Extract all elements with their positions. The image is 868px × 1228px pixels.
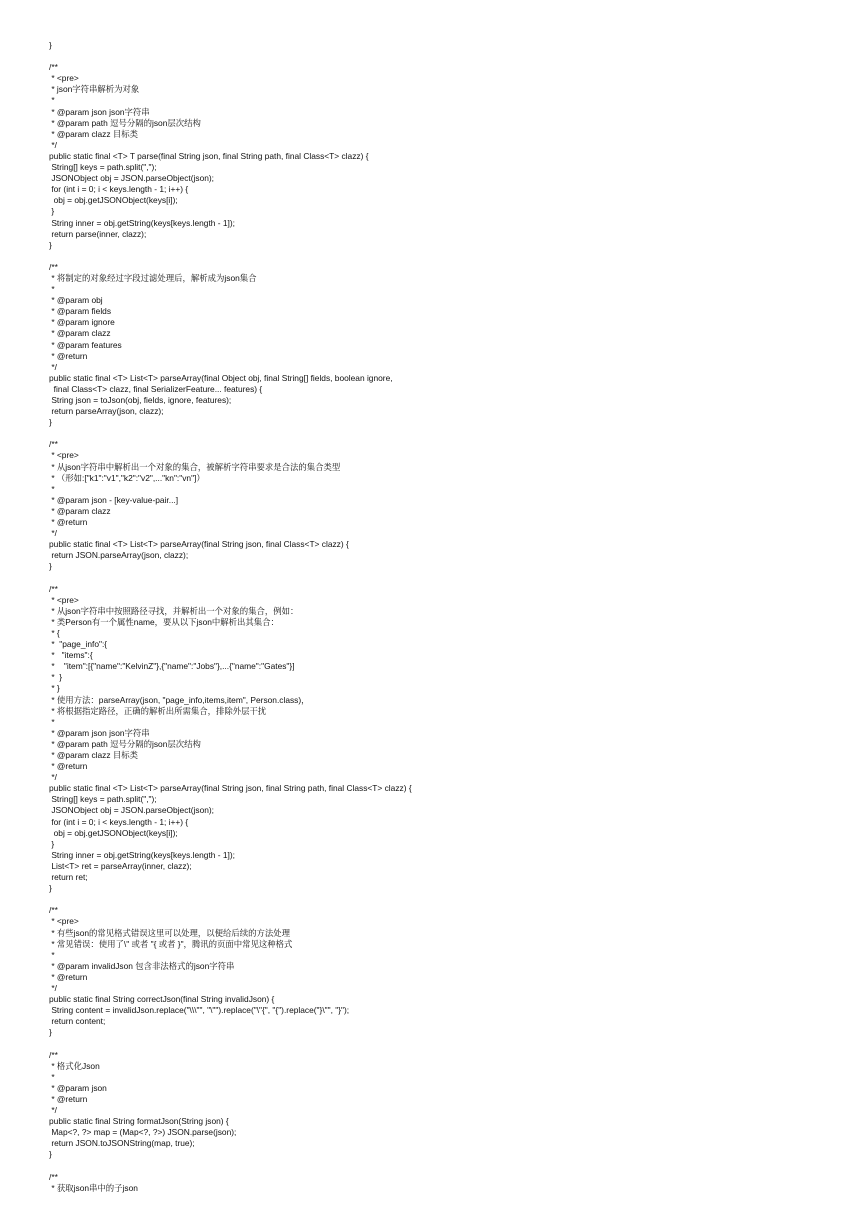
code-line: * {	[49, 627, 60, 638]
code-line: String[] keys = path.split(",");	[49, 794, 157, 805]
code-line: *	[49, 1071, 55, 1082]
code-line: obj = obj.getJSONObject(keys[i]);	[49, 827, 178, 838]
code-line: return parse(inner, clazz);	[49, 228, 147, 239]
code-line: *	[49, 95, 55, 106]
code-line: * @return	[49, 1093, 88, 1104]
code-line: * @return	[49, 517, 88, 528]
code-line: return parseArray(json, clazz);	[49, 406, 164, 417]
code-line: String content = invalidJson.replace("\\\"", "\"").replace("\"{", "{").replace("}\"", "}");	[49, 1005, 350, 1016]
code-line: * 类Person有一个属性name，要从以下json中解析出其集合：	[49, 616, 279, 627]
code-line: }	[49, 206, 55, 217]
code-line: /**	[49, 439, 58, 450]
code-line: String inner = obj.getString(keys[keys.length - 1]);	[49, 217, 235, 228]
code-line: * @param features	[49, 339, 122, 350]
code-line: * 从json字符串中按照路径寻找，并解析出一个对象的集合，例如：	[49, 605, 299, 616]
code-line: JSONObject obj = JSON.parseObject(json);	[49, 805, 215, 816]
code-line: * 获取json串中的子json	[49, 1182, 138, 1193]
code-line: String inner = obj.getString(keys[keys.length - 1]);	[49, 849, 235, 860]
code-line: * 有些json的常见格式错误这里可以处理，以便给后续的方法处理	[49, 927, 291, 938]
code-line: * @param ignore	[49, 317, 115, 328]
code-line: JSONObject obj = JSON.parseObject(json);	[49, 173, 215, 184]
code-line: *	[49, 483, 55, 494]
code-line: /**	[49, 261, 58, 272]
code-line: */	[49, 1105, 57, 1115]
code-line: * }	[49, 672, 63, 683]
code-line: * <pre>	[49, 73, 79, 84]
code-line	[49, 1160, 849, 1171]
code-line: * @return	[49, 350, 88, 361]
code-line: }	[49, 838, 55, 849]
code-line	[49, 428, 849, 439]
code-line: }	[49, 417, 52, 428]
code-line: * @param json json字符串	[49, 106, 150, 117]
code-line: */	[49, 361, 57, 372]
code-line: * "item":[{"name":"KelvinZ"},{"name":"Jobs"},...{"name":"Gates"}]	[49, 661, 295, 672]
code-line: }	[49, 239, 52, 250]
code-line: * @param json	[49, 1082, 107, 1093]
code-line: * @param clazz 目标类	[49, 750, 139, 760]
code-line: /**	[49, 1049, 58, 1060]
code-line: * @param clazz	[49, 505, 111, 516]
code-line: String[] keys = path.split(",");	[49, 162, 157, 173]
code-line: * 使用方法：parseArray(json, "page_info,items,item", Person.class)，	[49, 694, 310, 705]
code-line: * @param fields	[49, 306, 112, 317]
code-line: * json字符串解析为对象	[49, 84, 140, 95]
code-line: */	[49, 139, 57, 150]
code-line: /**	[49, 62, 58, 73]
code-line: * @param json json字符串	[49, 727, 150, 738]
code-line: public static final <T> List<T> parseArray(final Object obj, final String[] fields, boolean ignore,	[49, 372, 393, 383]
code-line	[49, 573, 849, 584]
code-line: }	[49, 883, 52, 894]
code-line: String json = toJson(obj, fields, ignore, features);	[49, 395, 232, 405]
code-line: }	[49, 561, 52, 572]
code-line: return ret;	[49, 872, 88, 883]
code-line: return content;	[49, 1016, 106, 1027]
code-line: * @return	[49, 761, 88, 772]
code-line: }	[49, 1027, 52, 1038]
code-line: for (int i = 0; i < keys.length - 1; i++) {	[49, 184, 189, 195]
code-line: *	[49, 949, 55, 960]
code-line: * @param invalidJson 包含非法格式的json字符串	[49, 960, 235, 971]
code-line: * <pre>	[49, 916, 79, 927]
code-line: public static final <T> List<T> parseArray(final String json, final Class<T> clazz) {	[49, 539, 349, 550]
code-line: * 从json字符串中解析出一个对象的集合，被解析字符串要求是合法的集合类型	[49, 461, 341, 472]
code-line: * @param obj	[49, 295, 103, 306]
code-line: */	[49, 528, 57, 539]
code-line: List<T> ret = parseArray(inner, clazz);	[49, 860, 192, 871]
code-line: *	[49, 284, 55, 295]
code-line: * （形如:["k1":"v1","k2":"v2",..."kn":"vn"]）	[49, 472, 205, 483]
code-line	[49, 51, 849, 62]
code-line: * <pre>	[49, 594, 79, 605]
code-line: /**	[49, 905, 58, 916]
code-line: * 将制定的对象经过字段过滤处理后，解析成为json集合	[49, 272, 257, 283]
code-line: * @param clazz 目标类	[49, 128, 139, 139]
code-line: /**	[49, 1171, 58, 1182]
code-listing	[49, 40, 849, 1194]
code-line: public static final <T> List<T> parseArray(final String json, final String path, final Class<T> clazz) {	[49, 783, 412, 794]
code-line: * @param json - [key-value-pair...]	[49, 494, 179, 505]
code-line: * 常见错误：使用了\" 或者 "{ 或者 }"，腾讯的页面中常见这种格式	[49, 938, 293, 949]
code-line: * @param clazz	[49, 328, 111, 339]
code-line: obj = obj.getJSONObject(keys[i]);	[49, 195, 178, 206]
code-line: public static final String formatJson(String json) {	[49, 1116, 229, 1127]
code-line: }	[49, 1149, 52, 1160]
code-line: * <pre>	[49, 450, 79, 461]
code-line: return JSON.toJSONString(map, true);	[49, 1138, 195, 1149]
code-line	[49, 251, 849, 262]
code-line: public static final String correctJson(final String invalidJson) {	[49, 994, 275, 1005]
code-line: * @param path 逗号分隔的json层次结构	[49, 738, 201, 749]
code-line: * 格式化Json	[49, 1060, 100, 1071]
code-line: Map<?, ?> map = (Map<?, ?>) JSON.parse(json);	[49, 1127, 237, 1138]
code-line: * "page_info":{	[49, 639, 108, 650]
code-line: /**	[49, 583, 58, 594]
code-line: *	[49, 716, 55, 727]
code-line: * }	[49, 683, 60, 694]
code-line	[49, 1038, 849, 1049]
code-line: * @return	[49, 971, 88, 982]
code-line: */	[49, 772, 57, 783]
code-line: * "items":{	[49, 650, 93, 661]
code-line: for (int i = 0; i < keys.length - 1; i++) {	[49, 816, 189, 827]
code-line: }	[49, 40, 52, 50]
code-line: * 将根据指定路径，正确的解析出所需集合，排除外层干扰	[49, 705, 267, 716]
code-line	[49, 894, 849, 905]
code-line: final Class<T> clazz, final SerializerFeature... features) {	[49, 383, 263, 394]
code-line: return JSON.parseArray(json, clazz);	[49, 550, 189, 561]
code-line: */	[49, 982, 57, 993]
code-line: public static final <T> T parse(final String json, final String path, final Class<T> clazz) {	[49, 150, 369, 161]
code-line: * @param path 逗号分隔的json层次结构	[49, 117, 201, 128]
